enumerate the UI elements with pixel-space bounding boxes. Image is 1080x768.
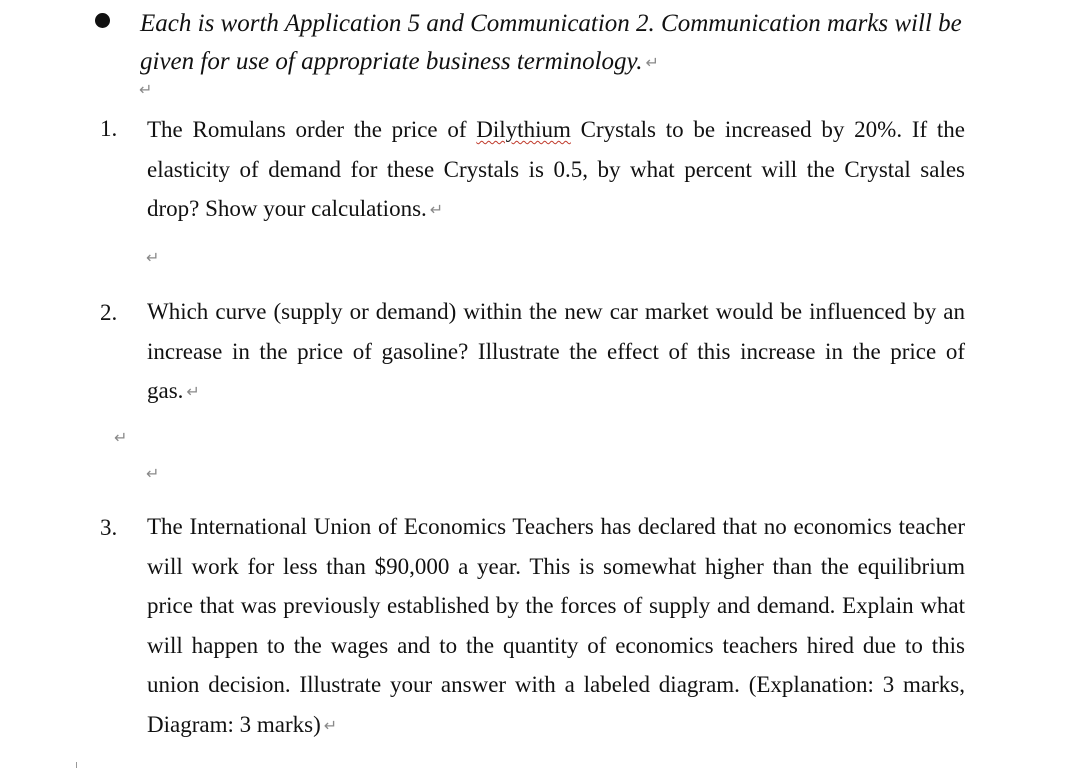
question-1-text	[147, 110, 965, 230]
margin-divider	[76, 762, 77, 768]
question-number: 3.	[100, 515, 118, 540]
spelling-flagged-word[interactable]: Dilythium	[476, 117, 571, 142]
paragraph-mark-icon: ↵	[429, 200, 444, 219]
question-2-sentence: Which curve (supply or demand) within the new car market would be influenced by an increase in the price of gasoline? Illustrate the effect of this increase in the price of gas.	[147, 299, 965, 403]
question-2-text	[147, 292, 965, 412]
question-3-sentence: The International Union of Economics Teachers has declared that no economics teacher will work for less than $90,000 a year. This is somewhat higher than the equilibrium price that was previously established by the forces of supply and demand. Explain what will happen to the wages and to the quantity of economics teachers hired due to this union decision. Illustrate your answer with a labeled diagram. (Explanation: 3 marks, Diagram: 3 marks)	[147, 514, 965, 737]
paragraph-mark-icon: ↵	[645, 53, 659, 72]
paragraph-mark-icon: ↵	[139, 80, 153, 99]
question-1-text-start: The Romulans order the price of	[147, 117, 477, 142]
intro-text	[140, 5, 1000, 82]
question-number: 1.	[100, 116, 118, 141]
bullet-icon	[95, 13, 110, 28]
question-1-text-end: Crystals to be increased by 20%. If the elasticity of demand for these Crystals is 0.5, by what percent will the Crystal sales drop? Show your calculations.	[147, 117, 965, 221]
paragraph-mark-icon: ↵	[186, 382, 200, 401]
paragraph-mark-icon: ↵	[323, 715, 338, 735]
question-number: 2.	[100, 300, 118, 325]
paragraph-mark-icon: ↵	[114, 428, 128, 447]
paragraph-mark-icon: ↵	[146, 248, 160, 267]
question-3-text	[147, 507, 965, 745]
intro-sentence: Each is worth Application 5 and Communication 2. Communication marks will be given for use of appropriate business terminology.	[140, 10, 962, 75]
paragraph-mark-icon: ↵	[146, 464, 160, 483]
